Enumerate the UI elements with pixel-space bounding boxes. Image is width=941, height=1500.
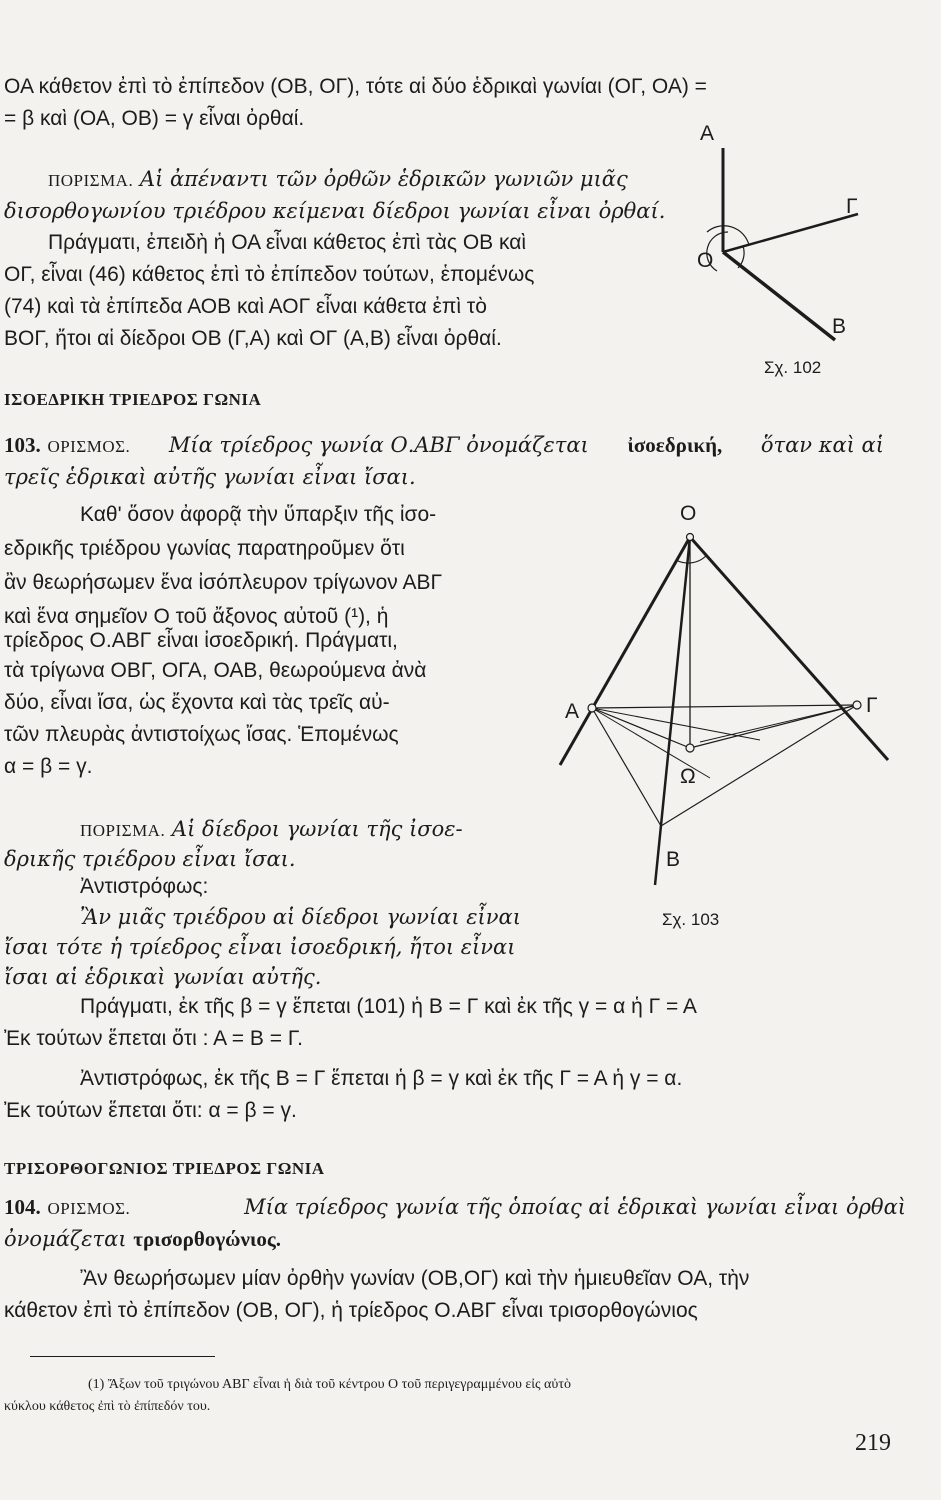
text-line: Πράγματι, ἐπειδὴ ἡ ΟΑ εἶναι κάθετος ἐπὶ τὰς ΟΒ καὶ	[48, 231, 527, 254]
porisma-text: Αἱ δίεδροι γωνίαι τῆς ἰσοε-	[171, 817, 463, 841]
figure-caption: Σχ. 102	[764, 358, 822, 377]
definition-number: 103.	[4, 433, 41, 457]
text-line: καὶ ἕνα σημεῖον Ο τοῦ ἄξονος αὐτοῦ (¹), ἡ	[4, 605, 389, 628]
fig103-edge-gb-mid	[700, 705, 857, 742]
fig103-vertex-g	[853, 701, 861, 709]
definition-number: 104.	[4, 1195, 41, 1219]
section-heading: ΤΡΙΣΟΡΘΟΓΩΝΙΟΣ ΤΡΙΕΔΡΟΣ ΓΩΝΙΑ	[4, 1159, 325, 1178]
text-line: Ἐκ τούτων ἕπεται ὅτι: α = β = γ.	[4, 1099, 297, 1122]
fig103-edge-gomega	[690, 705, 857, 748]
porisma-line: δρικῆς τριέδρου εἶναι ἴσαι.	[4, 847, 296, 871]
fig103-label-o: Ο	[680, 502, 697, 525]
text-line: Ἂν θεωρήσωμεν μίαν ὀρθὴν γωνίαν (ΟΒ,ΟΓ) καὶ τὴν ἡμιευθεῖαν ΟΑ, τὴν	[80, 1267, 750, 1290]
fig103-label-a: Α	[565, 700, 580, 723]
definition-label: ΟΡΙΣΜΟΣ.	[47, 437, 131, 456]
text-line: Ἀντιστρόφως, ἐκ τῆς Β = Γ ἕπεται ἡ β = γ καὶ ἐκ τῆς Γ = Α ἡ γ = α.	[80, 1067, 683, 1090]
definition-line	[4, 1194, 906, 1222]
definition-text: Μία τρίεδρος γωνία Ο.ΑΒΓ ὀνομάζεται	[168, 433, 589, 457]
definition-line: τρεῖς ἑδρικαὶ αὐτῆς γωνίαι εἶναι ἴσαι.	[4, 465, 416, 489]
fig103-angle-arc	[676, 556, 706, 563]
fig102-label-a: Α	[700, 122, 715, 145]
porisma-label: ΠΟΡΙΣΜΑ.	[48, 171, 134, 190]
fig103-vertex-o	[687, 534, 694, 541]
text-line: τρίεδρος Ο.ΑΒΓ εἶναι ἰσοεδρική. Πράγματι,	[4, 629, 398, 652]
definition-text: ὀνομάζεται	[4, 1227, 127, 1251]
text-line: (74) καὶ τὰ ἐπίπεδα ΑΟΒ καὶ ΑΟΓ εἶναι κάθετα ἐπὶ τὸ	[4, 295, 487, 318]
footnote-line: (1) Ἄξων τοῦ τριγώνου ΑΒΓ εἶναι ἡ διὰ τοῦ κέντρου Ο τοῦ περιγεγραμμένου εἰς αὐτὸ	[88, 1377, 571, 1392]
text-line: τῶν πλευρὰς ἀντιστοίχως ἴσας. Ἑπομένως	[4, 723, 399, 746]
page-number: 219	[855, 1430, 891, 1456]
fig102-label-g: Γ	[846, 195, 858, 218]
fig103-vertex-a	[588, 704, 596, 712]
text-line: κάθετον ἐπὶ τὸ ἐπίπεδον (ΟΒ, ΟΓ), ἡ τρίεδρος Ο.ΑΒΓ εἶναι τρισορθογώνιος	[4, 1299, 698, 1322]
section-heading: ΙΣΟΕΔΡΙΚΗ ΤΡΙΕΔΡΟΣ ΓΩΝΙΑ	[4, 390, 262, 409]
text-line: ΟΓ, εἶναι (46) κάθετος ἐπὶ τὸ ἐπίπεδον τούτων, ἑπομένως	[4, 263, 535, 286]
definition-term: ἰσοεδρική,	[627, 433, 723, 457]
text-line: ΒΟΓ, ἤτοι αἱ δίεδροι ΟΒ (Γ,Α) καὶ ΟΓ (Α,Β) εἶναι ὀρθαί.	[4, 327, 502, 350]
definition-term: τρισορθογώνιος.	[133, 1227, 281, 1251]
text-line: = β καὶ (ΟΑ, ΟΒ) = γ εἶναι ὀρθαί.	[4, 107, 305, 130]
text-line: α = β = γ.	[4, 755, 93, 778]
text-line: Καθ' ὅσον ἀφορᾷ τὴν ὕπαρξιν τῆς ἰσο-	[80, 503, 437, 526]
fig103-edge-ab-mid	[592, 708, 760, 740]
text-content: ΟΑ κάθετον ἐπὶ τὸ ἐπίπεδον (ΟΒ, ΟΓ), τότε αἱ δύο ἑδρικαὶ γωνίαι (ΟΓ, ΟΑ) =	[4, 75, 707, 98]
fig103-label-b: Β	[666, 848, 681, 871]
definition-label: ΟΡΙΣΜΟΣ.	[47, 1199, 131, 1218]
text-line: εδρικῆς τριέδρου γωνίας παρατηροῦμεν ὅτι	[4, 537, 405, 560]
fig102-label-b: Β	[832, 315, 847, 338]
theorem-line: Ἂν μιᾶς τριέδρου αἱ δίεδροι γωνίαι εἶναι	[80, 905, 521, 929]
definition-text: ὅταν καὶ αἱ	[760, 433, 884, 457]
definition-line	[4, 1226, 281, 1252]
figure-caption: Σχ. 103	[662, 910, 720, 929]
porisma-label: ΠΟΡΙΣΜΑ.	[80, 821, 166, 840]
definition-text: Μία τρίεδρος γωνία τῆς ὁποίας αἱ ἑδρικαὶ γωνίαι εἶναι ὀρθαὶ	[244, 1195, 906, 1219]
fig103-edge-ag	[592, 705, 857, 708]
text-line: τὰ τρίγωνα ΟΒΓ, ΟΓΑ, ΟΑΒ, θεωρούμενα ἀνὰ	[4, 659, 427, 682]
theorem-line: ἴσαι τότε ἡ τρίεδρος εἶναι ἰσοεδρική, ἤτοι εἶναι	[4, 935, 516, 959]
porisma-line: δισορθογωνίου τριέδρου κείμεναι δίεδροι γωνίαι εἶναι ὀρθαί.	[4, 199, 666, 223]
footnote-line: κύκλου κάθετος ἐπὶ τὸ ἐπίπεδόν του.	[4, 1399, 211, 1414]
converse-label: Ἀντιστρόφως:	[80, 875, 209, 898]
fig102-label-o: Ο	[697, 249, 714, 272]
fig103-edge-og	[690, 537, 888, 760]
fig103-vertex-omega	[686, 744, 694, 752]
text-line: Ἐκ τούτων ἕπεται ὅτι : Α = Β = Γ.	[4, 1027, 303, 1050]
text-line: δύο, εἶναι ἴσα, ὡς ἔχοντα καὶ τὰς τρεῖς αὐ-	[4, 691, 390, 714]
porisma-text: Αἱ ἀπέναντι τῶν ὀρθῶν ἑδρικῶν γωνιῶν μιᾶς	[139, 167, 628, 191]
footnote-rule	[30, 1356, 215, 1357]
fig103-edge-aomega	[592, 708, 690, 748]
text-line: ἂν θεωρήσωμεν ἕνα ἰσόπλευρον τρίγωνον ΑΒΓ	[4, 571, 443, 594]
porisma-line	[80, 816, 463, 844]
fig103-edge-ab	[592, 708, 661, 826]
theorem-line: ἴσαι αἱ ἑδρικαὶ γωνίαι αὐτῆς.	[4, 965, 322, 989]
text-line: Πράγματι, ἐκ τῆς β = γ ἕπεται (101) ἡ Β = Γ καὶ ἐκ τῆς γ = α ἡ Γ = Α	[80, 995, 697, 1018]
fig103-label-g: Γ	[866, 694, 878, 717]
fig103-label-omega: Ω	[680, 765, 696, 788]
